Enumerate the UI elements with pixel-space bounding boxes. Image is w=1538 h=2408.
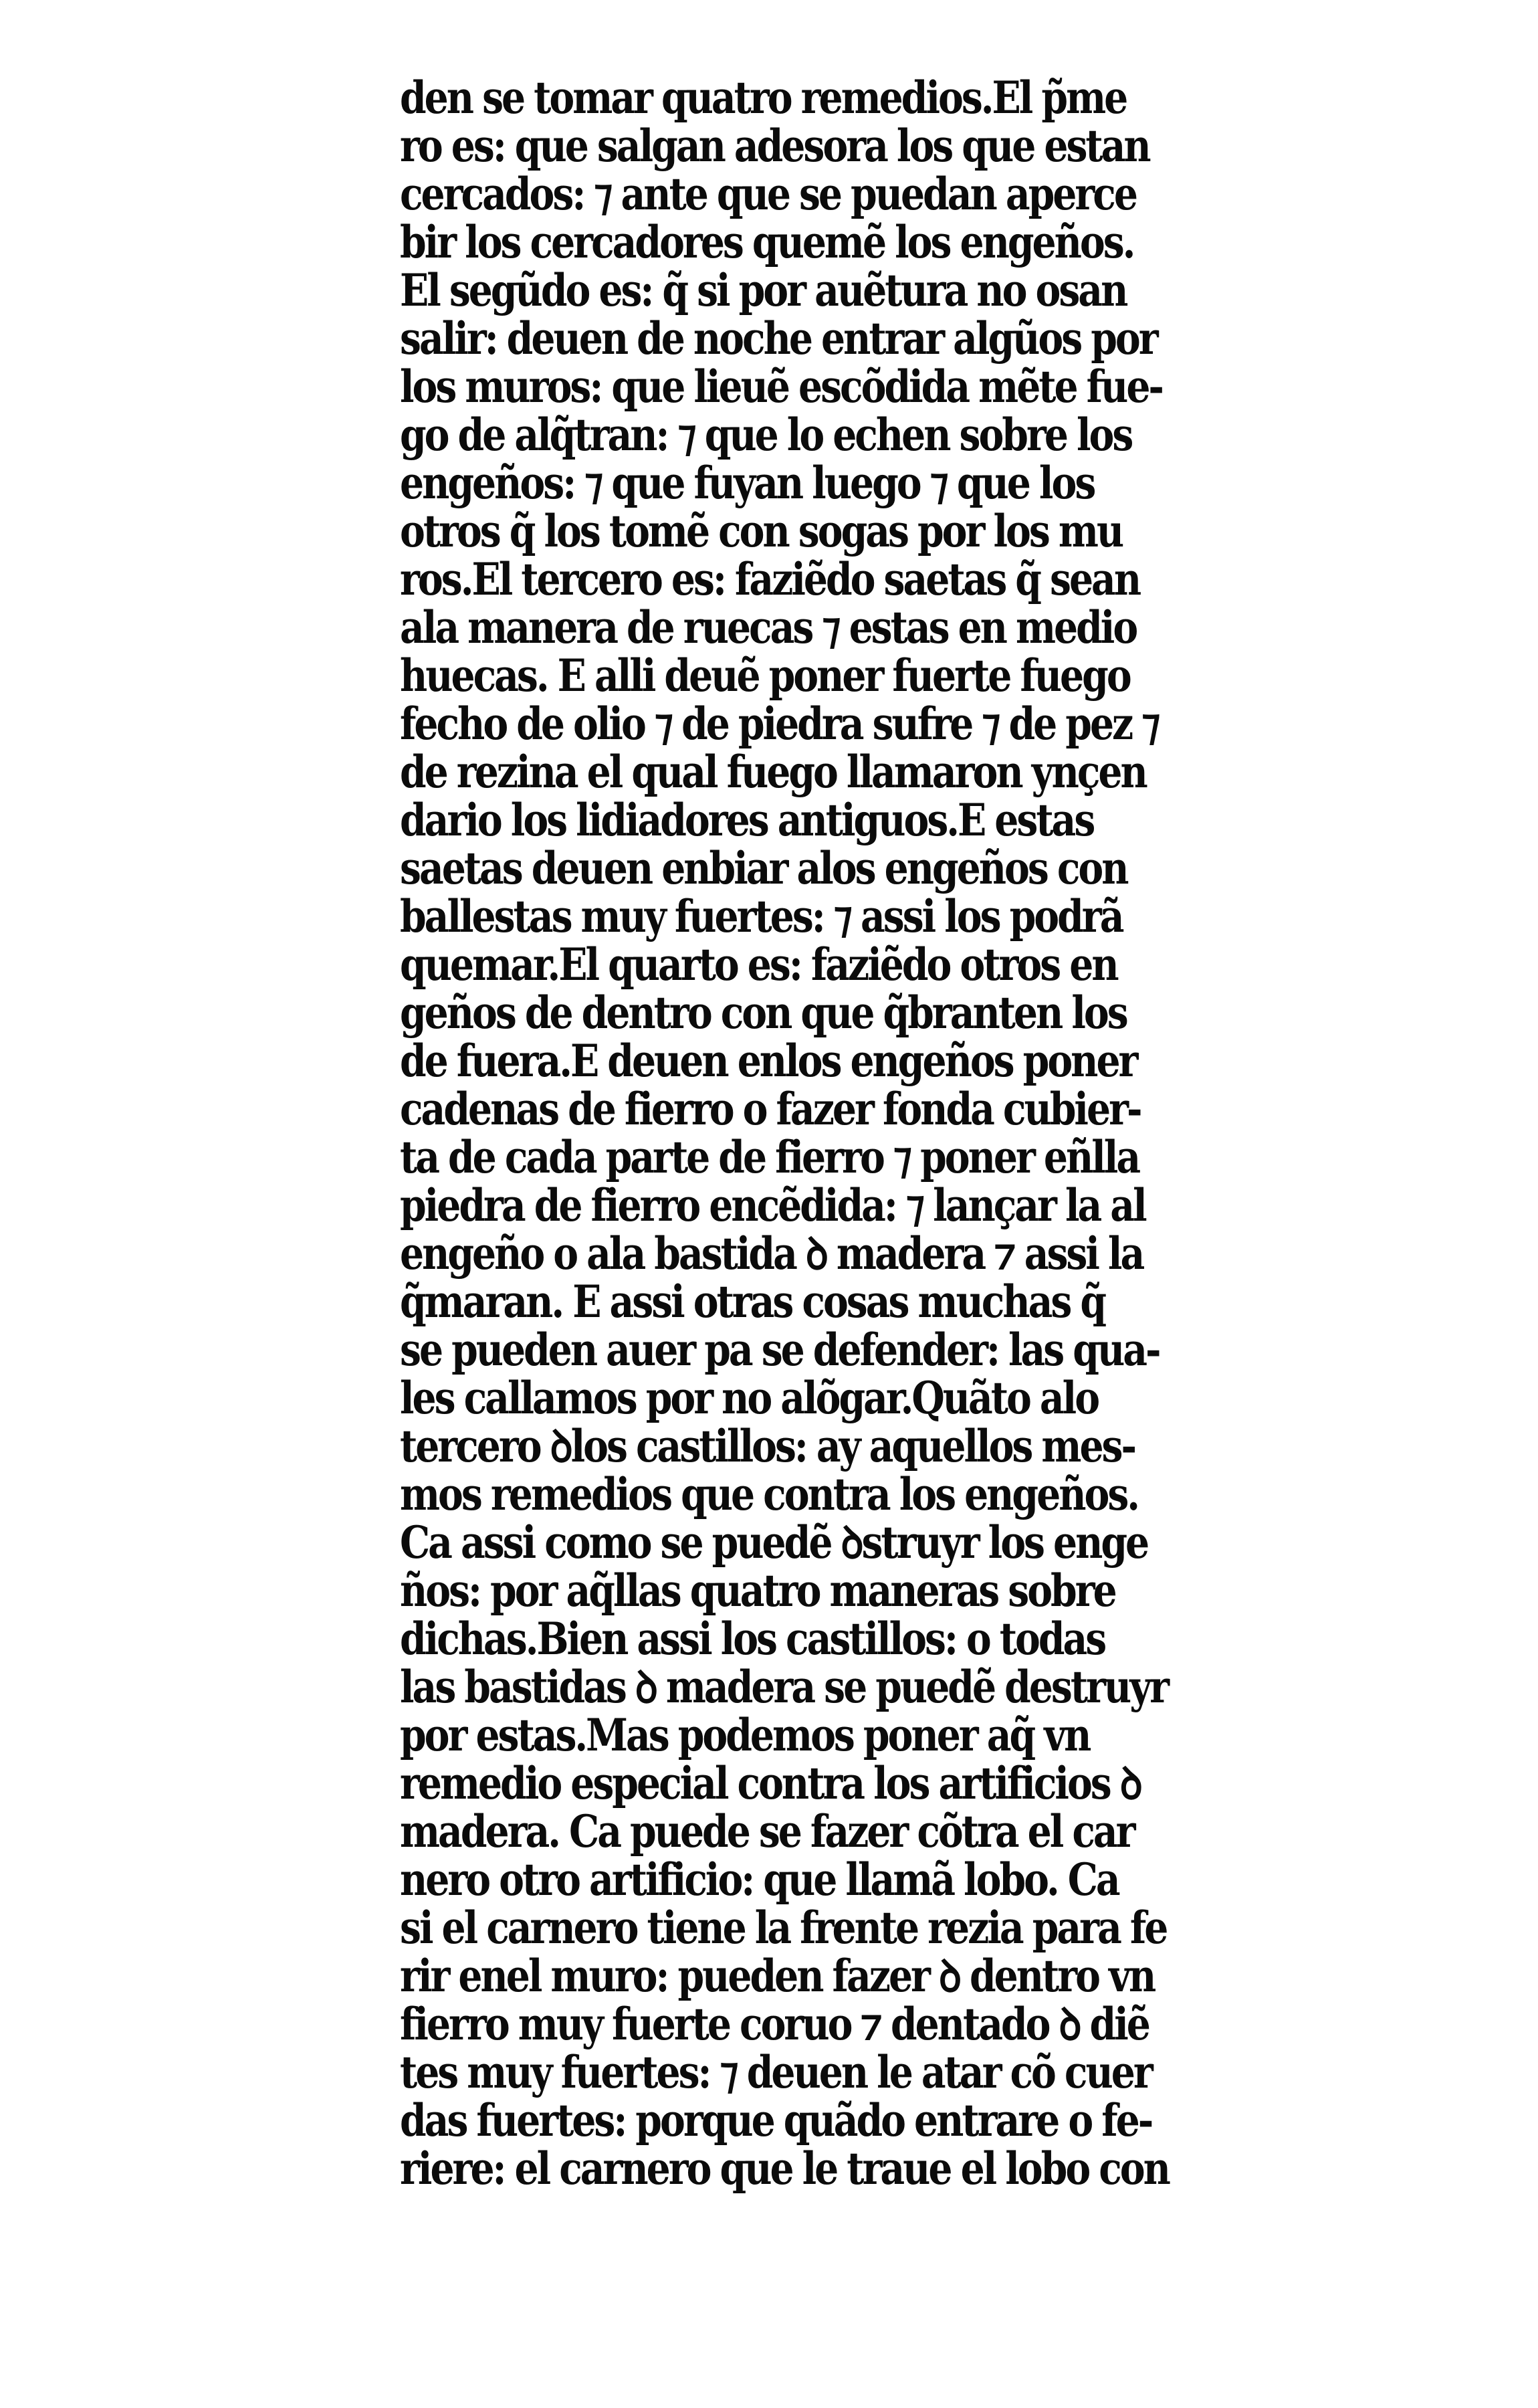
text-line: quemar.El quarto es: faziẽdo otros en <box>400 938 1117 991</box>
text-line: huecas. E alli deuẽ poner fuerte fuego <box>400 649 1130 702</box>
text-line: las bastidas ꝺ madera se puedẽ destruyr <box>400 1661 1168 1713</box>
text-line: ro es: que salgan adesora los que estan <box>400 120 1149 172</box>
text-line: por estas.Mas podemos poner aq̃ vn <box>400 1709 1090 1761</box>
text-line: remedio especial contra los artificios ꝺ <box>400 1757 1141 1809</box>
text-line: Ca assi como se puedẽ ꝺstruyr los enge <box>400 1516 1148 1569</box>
text-line: den se tomar quatro remedios.El p̃me <box>400 72 1127 124</box>
text-line: de rezina el qual fuego llamaron ynçen <box>400 746 1146 798</box>
text-line: dario los lidiadores antiguos.E estas <box>400 794 1094 846</box>
text-line: El segũdo es: q̃ si por auẽtura no osan <box>400 264 1127 316</box>
text-line: cercados: ⁊ ante que se puedan aperce <box>400 168 1136 220</box>
text-line: ballestas muy fuertes: ⁊ assi los podrã <box>400 890 1123 942</box>
text-line: cadenas de fierro o fazer fonda cubier- <box>400 1083 1141 1135</box>
text-line: rir enel muro: pueden fazer ꝺ dentro vn <box>400 1950 1155 2002</box>
text-line: se pueden auer pa se defender: las qua- <box>400 1324 1160 1376</box>
text-line: los muros: que lieuẽ escõdida mẽte fue- <box>400 361 1162 413</box>
text-line: tes muy fuertes: ⁊ deuen le atar cõ cuer <box>400 2046 1151 2098</box>
text-line: ros.El tercero es: faziẽdo saetas q̃ sean <box>400 553 1140 605</box>
text-line: geños de dentro con que q̃branten los <box>400 987 1127 1039</box>
text-line: mos remedios que contra los engeños. <box>400 1468 1139 1520</box>
text-line: ta de cada parte de fierro ⁊ poner eñlla <box>400 1131 1139 1183</box>
text-line: engeños: ⁊ que fuyan luego ⁊ que los <box>400 457 1095 509</box>
text-line: das fuertes: porque quãdo entrare o fe- <box>400 2094 1152 2146</box>
text-line: go de alq̃tran: ⁊ que lo echen sobre los <box>400 409 1132 461</box>
text-line: bir los cercadores quemẽ los engeños. <box>400 216 1134 268</box>
text-line: salir: deuen de noche entrar algũos por <box>400 312 1157 365</box>
text-line: de fuera.E deuen enlos engeños poner <box>400 1035 1137 1087</box>
text-line: fierro muy fuerte coruo ⁊ dentado ꝺ diẽ <box>400 1998 1149 2050</box>
text-line: dichas.Bien assi los castillos: o todas <box>400 1613 1105 1665</box>
text-line: otros q̃ los tomẽ con sogas por los mu <box>400 505 1123 557</box>
text-line: piedra de fierro encẽdida: ⁊ lançar la al <box>400 1179 1145 1231</box>
text-line: q̃maran. E assi otras cosas muchas q̃ <box>400 1276 1105 1328</box>
text-line: les callamos por no alõgar.Quãto alo <box>400 1372 1099 1424</box>
text-line: ala manera de ruecas ⁊ estas en medio <box>400 601 1137 654</box>
text-line: ños: por aq̃llas quatro maneras sobre <box>400 1565 1115 1617</box>
text-column <box>400 72 1169 2361</box>
text-line: fecho de olio ⁊ de piedra sufre ⁊ de pez ⁊ <box>400 698 1159 750</box>
text-line: saetas deuen enbiar alos engeños con <box>400 842 1127 894</box>
text-line: tercero ꝺlos castillos: ay aquellos mes- <box>400 1420 1135 1472</box>
text-line: si el carnero tiene la frente rezia para fe <box>400 1902 1167 1954</box>
text-line: nero otro artificio: que llamã lobo. Ca <box>400 1853 1119 1906</box>
text-line: madera. Ca puede se fazer cõtra el car <box>400 1805 1134 1858</box>
text-line: riere: el carnero que le traue el lobo con <box>400 2142 1169 2195</box>
text-line: engeño o ala bastida ꝺ madera ⁊ assi la <box>400 1227 1143 1280</box>
